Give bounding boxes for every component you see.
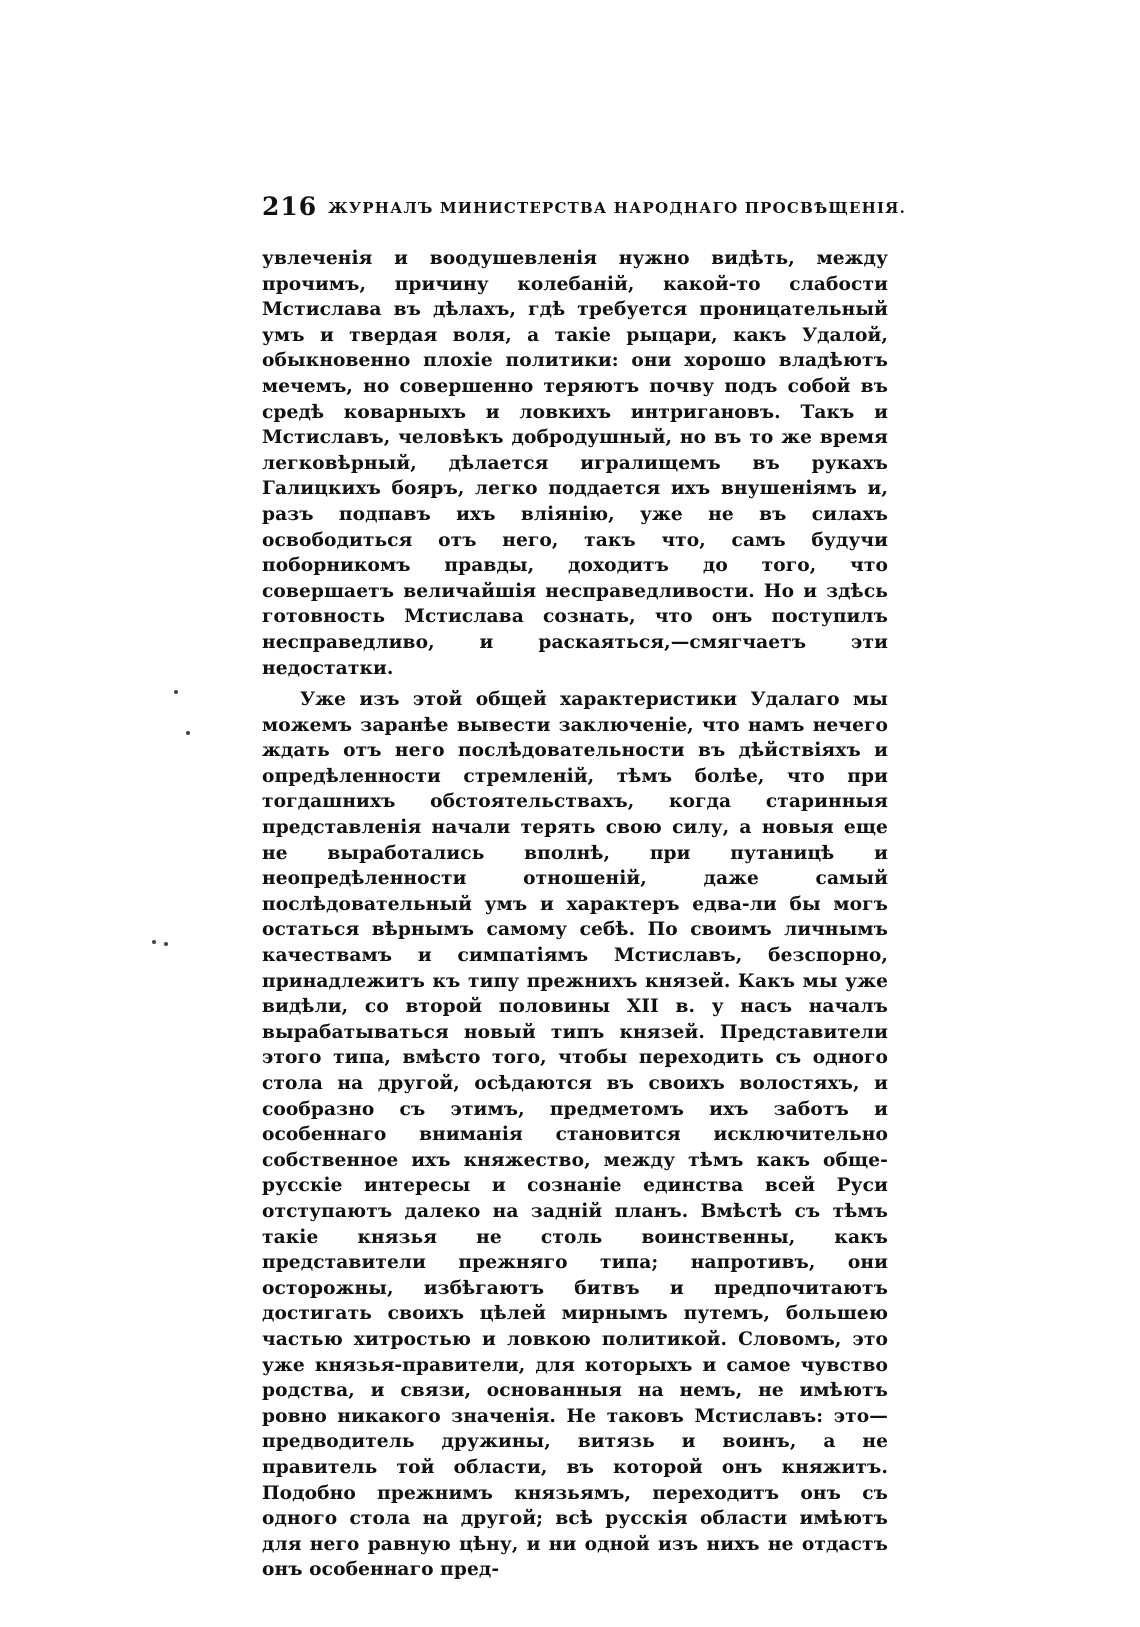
main-text bbox=[262, 246, 888, 1583]
margin-dot bbox=[186, 731, 190, 735]
paragraph-1: увлеченія и воодушевленія нужно видѣть, между прочимъ, причину колебаній, какой-то слабости Мстислава въ дѣлахъ, гдѣ требуется проницательный умъ и твердая воля, а такіе рыцари, какъ Удалой, обыкновенно плохіе политики: они хорошо владѣютъ мечемъ, но совершенно теряютъ почву подъ собой въ средѣ коварныхъ и ловкихъ интригановъ. Такъ и Мстиславъ, человѣкъ добродушный, но въ то же время легковѣрный, дѣлается игралищемъ въ рукахъ Галицкихъ бояръ, легко поддается ихъ внушеніямъ и, разъ подпавъ ихъ вліянію, уже не въ силахъ освободиться отъ него, такъ что, самъ будучи поборникомъ правды, доходитъ до того, что совершаетъ величайшія несправедливости. Но и здѣсь готовность Мстислава сознать, что онъ поступилъ несправедливо, и раскаяться,—смягчаетъ эти недостатки. bbox=[262, 248, 888, 679]
paragraph-2: Уже изъ этой общей характеристики Удалаго мы можемъ заранѣе вывести заключеніе, что намъ нечего ждать отъ него послѣдовательности въ дѣйствіяхъ и опредѣленности стремленій, тѣмъ болѣе, что при тогдашнихъ обстоятельствахъ, когда старинныя представленія начали терять свою силу, а новыя еще не выработались вполнѣ, при путаницѣ и неопредѣленности отношеній, даже самый послѣдовательный умъ и характеръ едва-ли бы могъ остаться вѣрнымъ самому себѣ. По своимъ личнымъ качествамъ и симпатіямъ Мстиславъ, безспорно, принадлежитъ къ типу прежнихъ князей. Какъ мы уже видѣли, со второй половины XII в. у насъ началъ вырабатываться новый типъ князей. Представители этого типа, вмѣсто того, чтобы переходить съ одного стола на другой, осѣдаются въ своихъ волостяхъ, и сообразно съ этимъ, предметомъ ихъ заботъ и особеннаго вниманія становится исключительно собственное ихъ княжество, между тѣмъ какъ обще-русскіе интересы и сознаніе единства всей Руси отступаютъ далеко на задній планъ. Вмѣстѣ съ тѣмъ такіе князья не столь воинственны, какъ представители прежняго типа; напротивъ, они осторожны, избѣгаютъ битвъ и предпочитаютъ достигать своихъ цѣлей мирнымъ путемъ, большею частью хитростью и ловкою политикой. Словомъ, это уже князья-правители, для которыхъ и самое чувство родства, и связи, основанныя на немъ, не имѣютъ ровно никакого значенія. Не таковъ Мстиславъ: это—предводитель дружины, витязь и воинъ, а не правитель той области, въ которой онъ княжитъ. Подобно прежнимъ князьямъ, переходитъ онъ съ одного стола на другой; всѣ русскія области имѣютъ для него равную цѣну, и ни одной изъ нихъ не отдастъ онъ особеннаго пред- bbox=[262, 689, 888, 1581]
margin-marks bbox=[140, 690, 220, 970]
margin-dot bbox=[174, 690, 178, 694]
running-title: ЖУРНАЛЪ МИНИСТЕРСТВА НАРОДНАГО ПРОСВѢЩЕНІЯ. bbox=[328, 199, 907, 217]
margin-dot bbox=[152, 940, 156, 944]
margin-dot bbox=[164, 942, 168, 946]
page-header bbox=[262, 192, 907, 228]
page-number: 216 bbox=[262, 192, 318, 221]
